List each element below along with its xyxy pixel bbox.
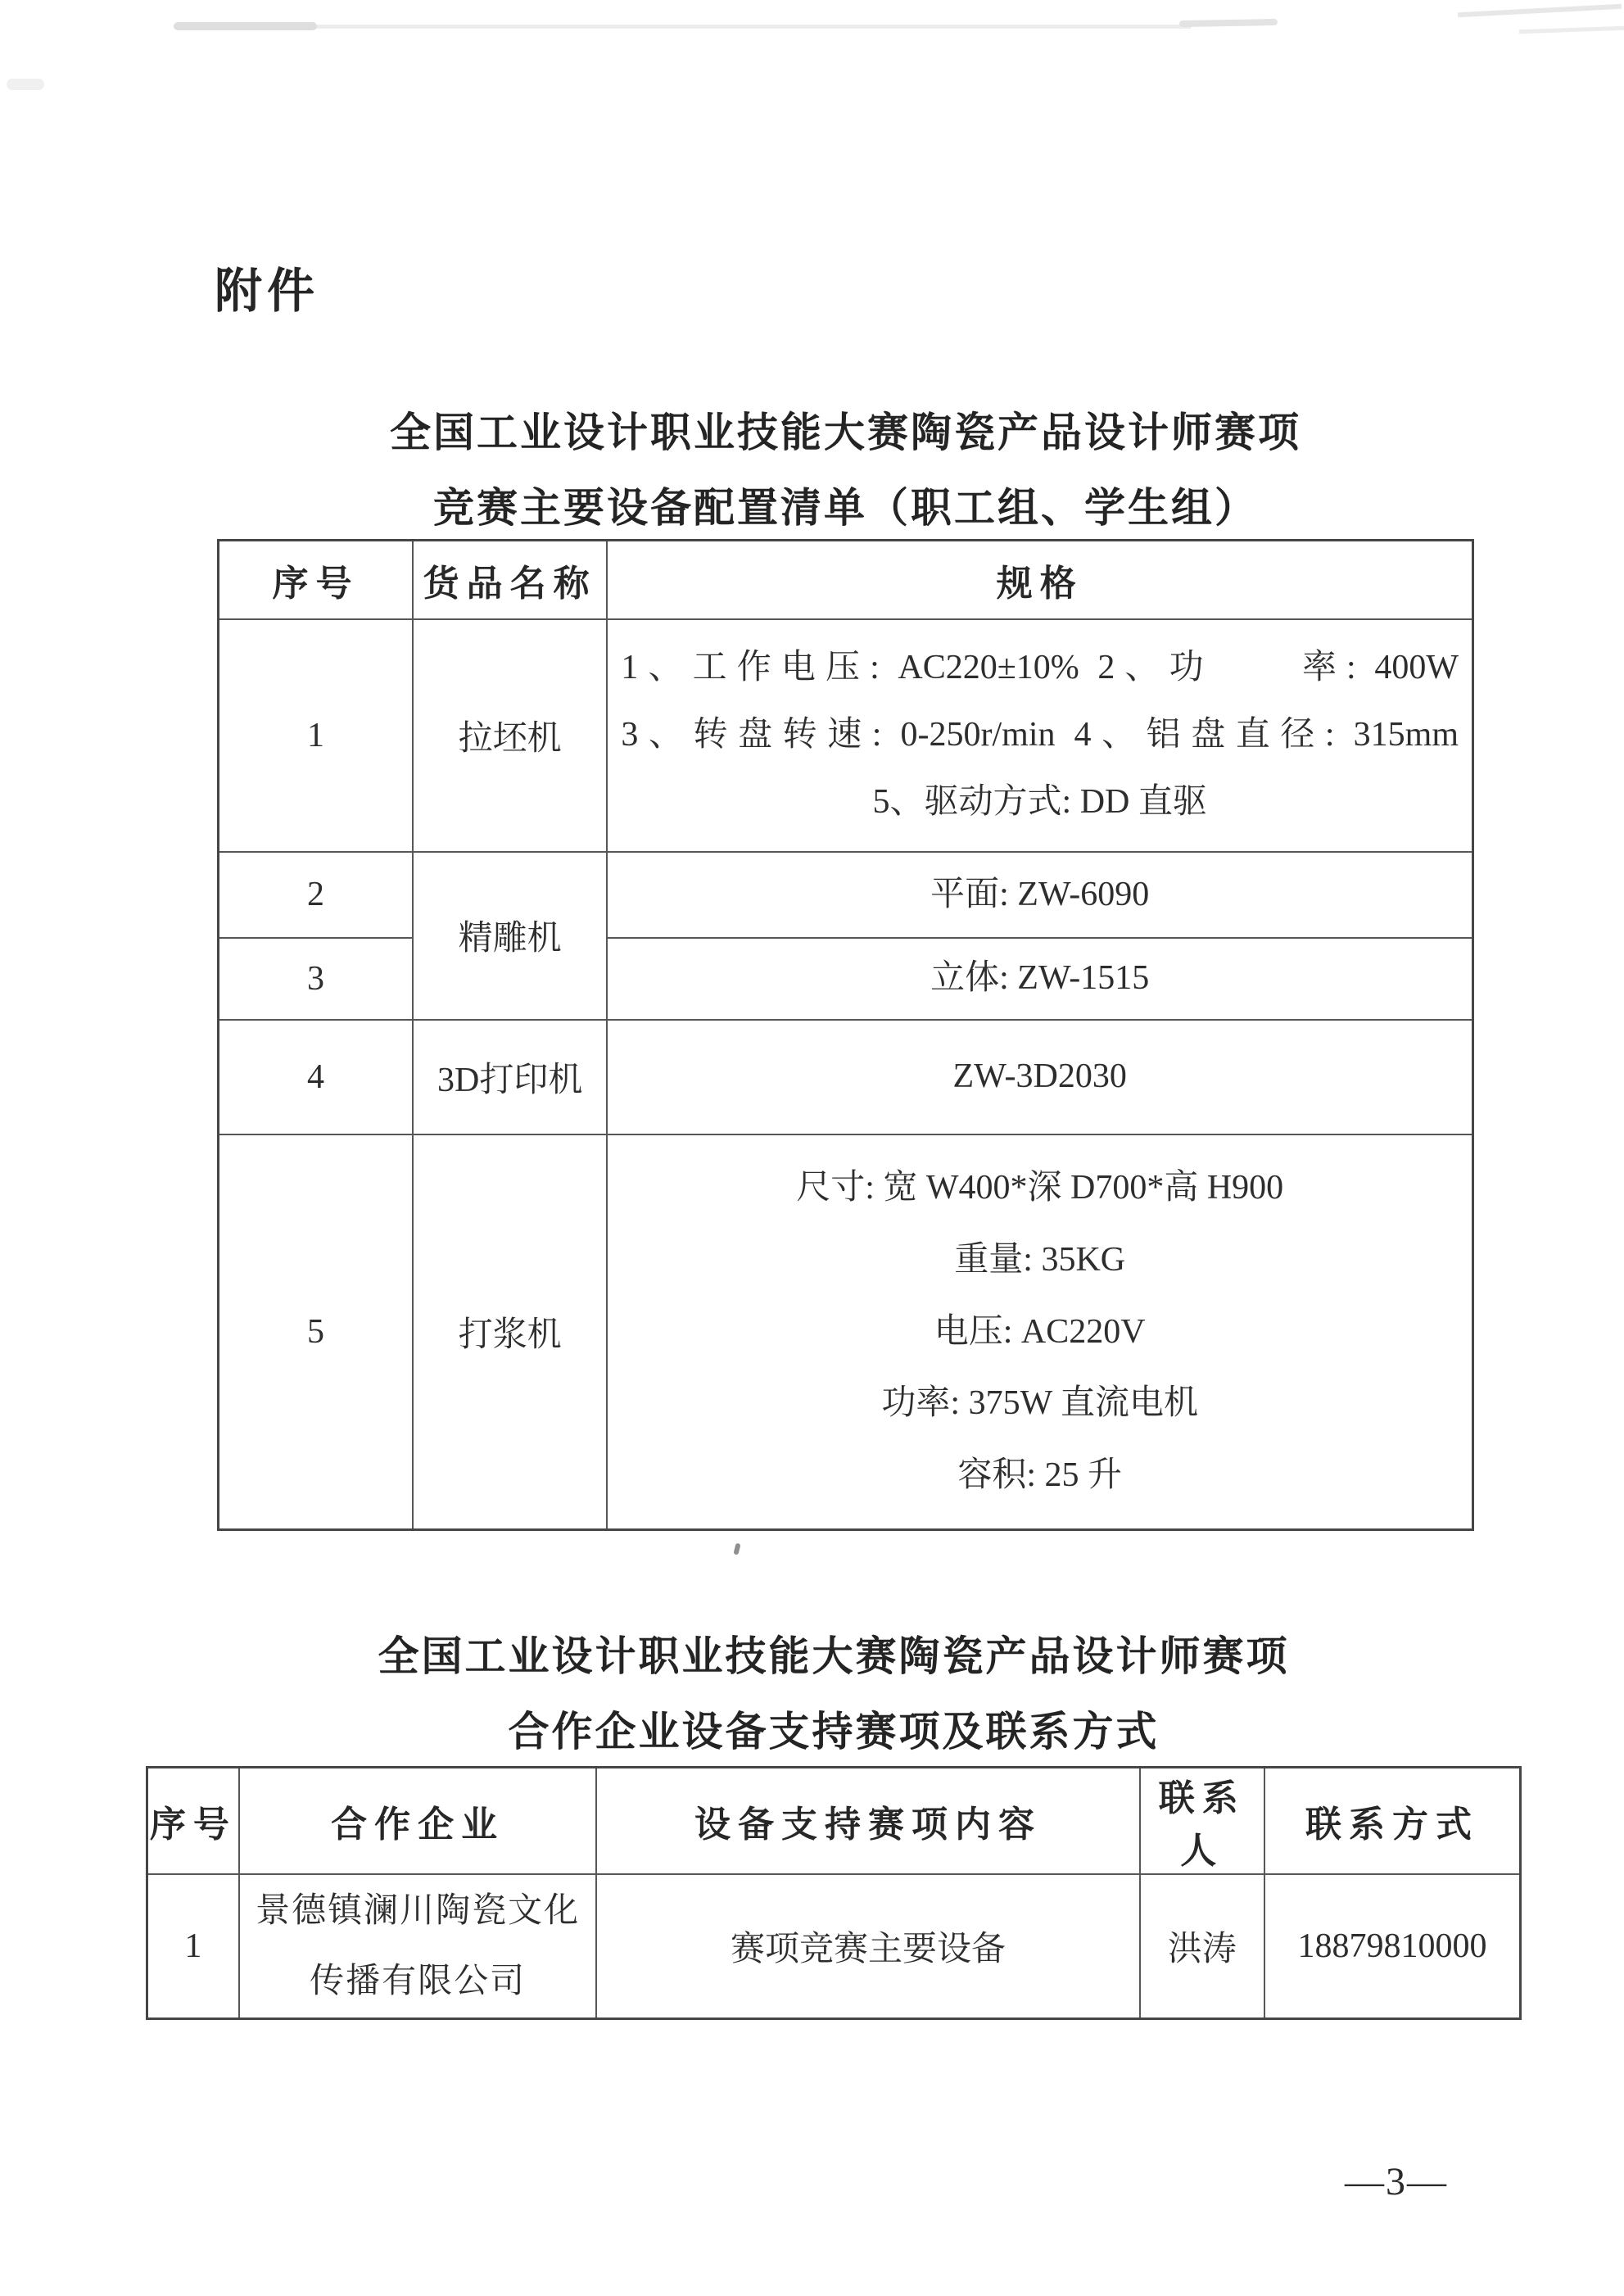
equipment-col-header-spec: 规格	[607, 541, 1472, 619]
partner-table-title-line1: 全国工业设计职业技能大赛陶瓷产品设计师赛项	[378, 1633, 1290, 1679]
spec-line: 立体: ZW-1515	[930, 959, 1150, 998]
spec-line: 1、工作电压: AC220±10% 2、功 率: 400W	[621, 649, 1459, 687]
equipment-col-header-no: 序号	[219, 541, 413, 619]
partner-row1-no: 1	[147, 1874, 239, 2018]
attachment-label: 附件	[215, 265, 320, 318]
partner-table-title	[146, 1619, 1522, 1769]
spec-line: 功率: 375W 直流电机	[881, 1384, 1198, 1423]
table-row	[219, 852, 1473, 938]
partner-col-header-support: 设备支持赛项内容	[596, 1768, 1139, 1875]
spec-line: ZW-3D2030	[952, 1057, 1127, 1096]
equipment-table-title-line2: 竞赛主要设备配置清单（职工组、学生组）	[433, 485, 1258, 531]
table-row	[219, 1134, 1473, 1530]
equipment-row5-spec	[607, 1134, 1472, 1530]
partner-row1-company: 景德镇澜川陶瓷文化传播有限公司	[239, 1874, 597, 2018]
scan-artifact	[1519, 26, 1624, 34]
spec-line: 平面: ZW-6090	[930, 875, 1150, 913]
equipment-row2-spec	[607, 852, 1472, 938]
partner-col-header-company: 合作企业	[239, 1768, 597, 1875]
partner-col-header-no: 序号	[147, 1768, 239, 1875]
equipment-row4-spec	[607, 1020, 1472, 1134]
equipment-row1-spec	[607, 619, 1472, 852]
scan-artifact	[174, 22, 317, 30]
partner-row1-support: 赛项竞赛主要设备	[596, 1874, 1139, 2018]
partner-col-header-contact: 联系人	[1140, 1768, 1264, 1875]
scan-artifact	[7, 79, 44, 90]
partner-col-header-phone: 联系方式	[1264, 1768, 1521, 1875]
equipment-row2-no: 2	[219, 852, 413, 938]
scan-artifact	[1458, 4, 1622, 17]
partner-header-row	[147, 1768, 1521, 1875]
scan-artifact	[176, 25, 1192, 29]
table-row	[219, 938, 1473, 1020]
equipment-table-title-line1: 全国工业设计职业技能大赛陶瓷产品设计师赛项	[390, 410, 1301, 455]
spec-line: 电压: AC220V	[934, 1312, 1146, 1351]
page-number: —3—	[1345, 2160, 1448, 2203]
table-row	[147, 1874, 1521, 2018]
table-row	[219, 619, 1473, 852]
equipment-row3-spec	[607, 938, 1472, 1020]
equipment-row1-name: 拉坯机	[413, 619, 607, 852]
equipment-row1-no: 1	[219, 619, 413, 852]
equipment-table-title	[217, 395, 1474, 546]
partner-table-title-line2: 合作企业设备支持赛项及联系方式	[508, 1709, 1160, 1755]
spec-line: 5、驱动方式: DD 直驱	[872, 783, 1207, 822]
equipment-header-row	[219, 541, 1473, 619]
spec-line: 重量: 35KG	[954, 1240, 1126, 1279]
equipment-row2-name: 精雕机	[413, 852, 607, 1020]
equipment-row4-name: 3D打印机	[413, 1020, 607, 1134]
scan-artifact	[1179, 19, 1278, 27]
partner-row1-phone: 18879810000	[1264, 1874, 1521, 2018]
spec-line: 3、转盘转速: 0-250r/min 4、铝盘直径: 315mm	[621, 716, 1459, 754]
scan-speck	[733, 1542, 740, 1555]
equipment-row4-no: 4	[219, 1020, 413, 1134]
equipment-table	[217, 539, 1474, 1531]
partner-table	[146, 1766, 1522, 2020]
equipment-row3-no: 3	[219, 938, 413, 1020]
spec-line: 容积: 25 升	[957, 1456, 1123, 1494]
equipment-row5-name: 打浆机	[413, 1134, 607, 1530]
table-row	[219, 1020, 1473, 1134]
equipment-row5-no: 5	[219, 1134, 413, 1530]
spec-line: 尺寸: 宽 W400*深 D700*高 H900	[796, 1169, 1284, 1207]
partner-row1-contact: 洪涛	[1140, 1874, 1264, 2018]
equipment-col-header-name: 货品名称	[413, 541, 607, 619]
